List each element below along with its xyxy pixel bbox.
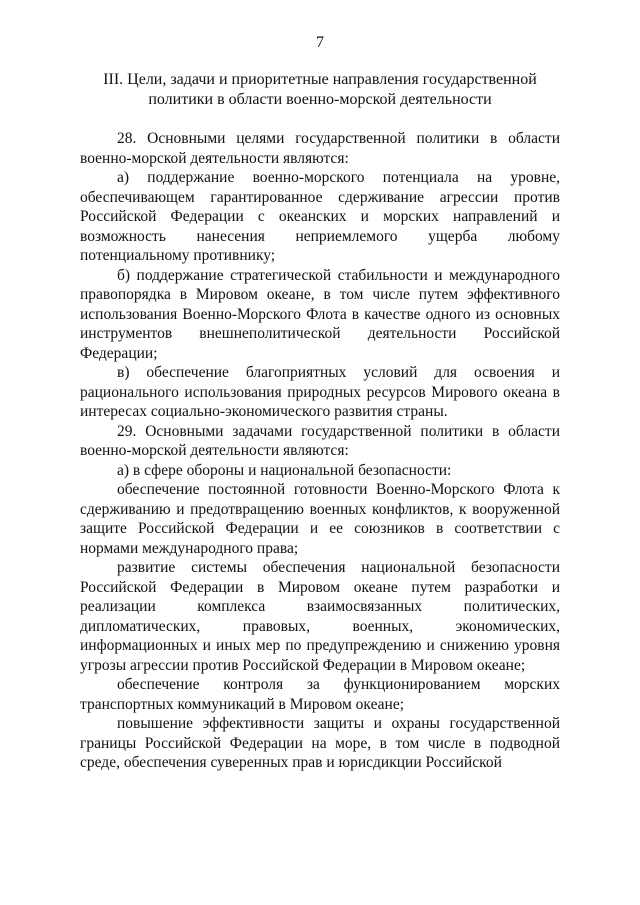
section-heading bbox=[80, 70, 560, 110]
list-item-readiness: обеспечение постоянной готовности Военно-Морского Флота к сдерживанию и предотвращению военных конфликтов, к вооруженной защите Российской Федерации и ее союзников в соответствии с нормами международного права; bbox=[80, 481, 560, 557]
paragraph-28-a: а) поддержание военно-морского потенциала на уровне, обеспечивающем гарантированное сдерживание агрессии против Российской Федерации с океанских и морских направлений и возможность нанесения неприемлемого ущерба любому потенциальному противнику; bbox=[80, 169, 560, 264]
list-item-security-system: развитие системы обеспечения национальной безопасности Российской Федерации в Мировом океане путем разработки и реализации комплекса взаимосвязанных политических, дипломатических, правовых, военных, экономических, информационных и иных мер по предупреждению и снижению уровня угрозы агрессии против Российской Федерации в Мировом океане; bbox=[80, 559, 560, 674]
section-heading-line-2: политики в области военно-морской деятельности bbox=[148, 91, 492, 108]
paragraph-28-v: в) обеспечение благоприятных условий для освоения и рационального использования природных ресурсов Мирового океана в интересах социально-экономического развития страны. bbox=[80, 364, 560, 420]
page-number: 7 bbox=[316, 34, 324, 51]
list-item-border-protection: повышение эффективности защиты и охраны государственной границы Российской Федерации на море, в том числе в подводной среде, обеспечения суверенных прав и юрисдикции Российской bbox=[80, 715, 560, 771]
list-item-communications-control: обеспечение контроля за функционированием морских транспортных коммуникаций в Мировом океане; bbox=[80, 676, 560, 713]
document-body bbox=[80, 129, 560, 773]
paragraph-28: 28. Основными целями государственной политики в области военно-морской деятельности являются: bbox=[80, 130, 560, 167]
paragraph-28-b: б) поддержание стратегической стабильности и международного правопорядка в Мировом океане, в том числе путем эффективного использования Военно-Морского Флота в качестве одного из основных инструментов внешнеполитической деятельности Российской Федерации; bbox=[80, 266, 560, 362]
paragraph-29-a: а) в сфере обороны и национальной безопасности: bbox=[117, 461, 452, 479]
section-heading-line-1: III. Цели, задачи и приоритетные направления государственной bbox=[103, 71, 537, 88]
paragraph-29: 29. Основными задачами государственной политики в области военно-морской деятельности являются: bbox=[80, 422, 560, 459]
